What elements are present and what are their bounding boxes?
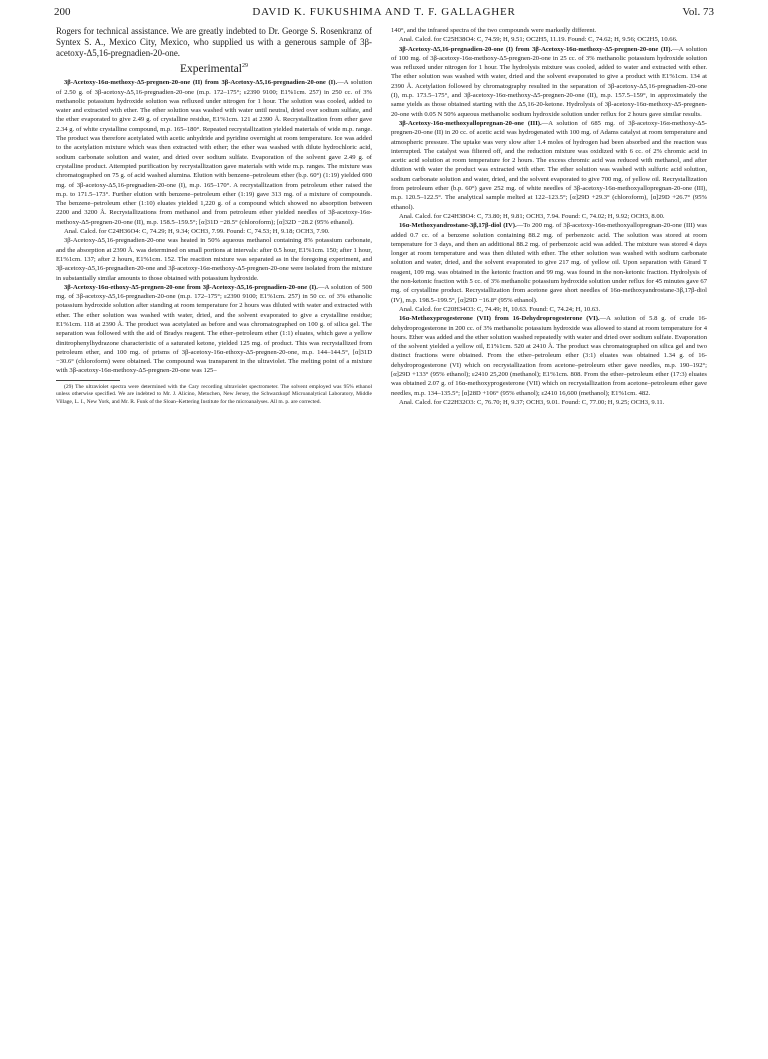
left-column xyxy=(56,26,372,407)
paragraph-heading: 16α-Methoxyandrostane-3β,17β-diol (IV). xyxy=(399,222,517,230)
paragraph-heading: 3β-Acetoxy-16α-methoxy-Δ5-pregnen-20-one (II) from 3β-Acetoxy-Δ5,16-pregnadien-20-one (I). xyxy=(64,79,338,87)
paragraph-ethoxy-preparation: 3β-Acetoxy-16α-ethoxy-Δ5-pregnen-20-one from 3β-Acetoxy-Δ5,16-pregnadien-20-one (I).—A solution of 500 mg. of 3β-acetoxy-Δ5,16-pregnadien-20-one (m.p. 172–175°; ε2390 9100; E1%1cm. 257) in 50 cc. of 3% ethanolic potassium hydroxide solution after standing at room temperature for 2 hours was diluted with water and extracted with ether. The ether solution was washed with water, dried, and the solvent evaporated to give a crystalline residue; E1%1cm. 118 at 2390 Å. The product was acetylated as before and was chromatographed on 100 g. of silica gel. The separation was followed with the aid of Bradys reagent. The ether–petroleum ether (1:1) eluates, which gave a yellow dinitrophenylhydrazone characteristic of a saturated ketone, yielded 125 mg. of product. This was recrystallized from petroleum ether, and 100 mg. of prisms of 3β-acetoxy-16α-ethoxy-Δ5-pregnen-20-one, m.p. 144–144.5°, [α]31D −30.6° (chloroform) were obtained. The compound was transparent in the ultraviolet. The melting point of a mixture with 3β-acetoxy-16α-methoxy-Δ5-pregnen-20-one was 125– xyxy=(56,283,372,375)
paragraph-analysis: Anal. Calcd. for C25H38O4: C, 74.59; H, 9.51; OC2H5, 11.19. Found: C, 74.62; H, 9.56; OC2H5, 10.66. xyxy=(399,36,678,44)
paragraph-heading: 3β-Acetoxy-16α-methoxyallopregnan-20-one (III). xyxy=(399,119,542,127)
paragraph-pregnadienone-preparation: 3β-Acetoxy-Δ5,16-pregnadien-20-one (I) from 3β-Acetoxy-16α-methoxy-Δ5-pregnen-20-one (II).—A solution of 100 mg. of 3β-acetoxy-16α-methoxy-Δ5-pregnen-20-one in 25 cc. of 3% methanolic potassium hydroxide solution was refluxed under nitrogen for 1 hour. The hydrolysis mixture was cooled, added to water and extracted with ether. The ether solution was washed with water, dried and the solvent evaporated to give a product with E1%1cm. 134 at 2390 Å. Acetylation followed by chromatography resulted in the separation of 3β-acetoxy-Δ5,16-pregnadien-20-one (I), m.p. 173.5–175°, and 3β-acetoxy-16α-methoxy-Δ5-pregnen-20-one (II), m.p. 157.5–159°, in approximately the same yields as those obtained starting with the Δ5,16-20-ketone. Hydrolysis of 3β-acetoxy-16α-methoxy-Δ5-pregnen-20-one with 0.05 N 50% aqueous methanolic sodium hydroxide solution under reflux for 2 hours gave similar results. xyxy=(391,45,707,118)
right-column xyxy=(391,26,707,407)
paragraph-analysis: Anal. Calcd. for C20H34O3: C, 74.49; H, 10.63. Found: C, 74.24; H, 10.63. xyxy=(399,305,601,313)
section-title: Experimental$^{29}$ xyxy=(180,63,248,76)
volume-label: Vol. 73 xyxy=(682,6,714,18)
paragraph-allopregnanone-preparation: 3β-Acetoxy-16α-methoxyallopregnan-20-one (III).—A solution of 685 mg. of 3β-acetoxy-16α-methoxy-Δ5-pregnen-20-one (II) in 20 cc. of acetic acid was hydrogenated with 100 mg. of Adams catalyst at room temperature and atmospheric pressure. The uptake was very slow after 1.4 moles of hydrogen had been absorbed and the reaction was interrupted. The catalyst was filtered off, and the reduction mixture was oxidized with 6 cc. of 2% chromic acid in acetic acid solution at room temperature for 2 hours. The excess chromic acid was reduced with methanol, and after dilution with water the product was extracted with ether. The ether solution was washed with sulfuric acid solution, sodium carbonate solution and water, dried, and the solvent evaporated to give 700 mg. of yellow oil. Recrystallization from petroleum ether (b.p. 60°) gave 252 mg. of white needles of 3β-acetoxy-16α-methoxyallopregnan-20-one (III), m.p. 120.5–122.5°. The analytical sample melted at 122–123.5°; [α]29D +29.3° (chloroform), [α]29D +26.7° (95% ethanol). xyxy=(391,119,707,211)
section-footnote-ref: 29 xyxy=(241,63,248,70)
paragraph-methoxyprogesterone-preparation: 16α-Methoxyprogesterone (VII) from 16-Dehydroprogesterone (VI).—A solution of 5.8 g. of crude 16-dehydroprogesterone in 200 cc. of 3% methanolic potassium hydroxide was allowed to stand at room temperature for 4 hours. Ether was added and the ether solution washed repeatedly with water and dried over sodium sulfate. Evaporation of the solvent yielded a yellow oil, E1%1cm. 520 at 2410 Å. The product was chromatographed on silica gel and two distinct fractions were obtained. From the ether–petroleum ether (3:1) eluates was obtained 1.34 g. of 16-dehydroprogesterone (VI) which on recrystallization from acetone–petroleum ether gave needles, m.p. 190–192°; [α]29D +133° (95% ethanol); ε2410 25,200 (methanol); E1%1cm. 808. From the ether–petroleum ether (17:3) eluates was obtained 2.07 g. of 16α-methoxyprogesterone (VII) which on recrystallization from acetone–petroleum ether gave needles, m.p. 134–135.5°; [α]28D +106° (95% ethanol); ε2410 16,600 (methanol); E1%1cm. 482. xyxy=(391,315,707,397)
page-number: 200 xyxy=(54,6,71,18)
paragraph-methoxy-preparation: 3β-Acetoxy-16α-methoxy-Δ5-pregnen-20-one (II) from 3β-Acetoxy-Δ5,16-pregnadien-20-one (I).—A solution of 2.50 g. of 3β-acetoxy-Δ5,16-pregnadien-20-one (m.p. 172–175°; ε2390 9100; E1%1cm. 257) in 250 cc. of 3% methanolic potassium hydroxide solution was refluxed under nitrogen for 1 hour. The solution was cooled, added to water and extracted with ether. The ether solution was washed with water until neutral, dried over sodium sulfate, and the ether evaporated to give 2.49 g. of crystalline residue, E1%1cm. 121 at 2390 Å. Recrystallization from ether gave 2.34 g. of white crystalline compound, m.p. 165–180°. Repeated recrystallization yielded materials of wide m.p. range. The product was therefore acetylated with acetic anhydride and pyridine overnight at room temperature. Ice was added to the acetylation mixture which was then extracted with ether; the ether was washed with dilute hydrochloric acid, sodium carbonate solution and water, and dried over sodium sulfate. Evaporation of the solvent gave 2.49 g. of crystalline product. Attempted purification by recrystallization gave materials with wide m.p. ranges. The mixture was chromatographed on 75 g. of acid washed alumina. Elution with benzene–petroleum ether (b.p. 60°) (1:19) yielded 690 mg. of 3β-acetoxy-Δ5,16-pregnadien-20-one (I), m.p. 165–170°. A recrystallization from petroleum ether raised the m.p. to 171.5–173°. Further elution with benzene–petroleum ether (1:19) gave 313 mg. of a mixture of compounds. The benzene–petroleum ether (1:10) eluates yielded 1,220 g. of a compound which showed no absorption between 2200 and 3200 Å. Recrystallizations from methanol and from petroleum ether yielded needles of 3β-acetoxy-16α-methoxy-Δ5-pregnen-20-one (II), m.p. 158.5–159.5°; [α]31D −28.5° (chloroform); [α]32D −28.2 (95% ethanol). xyxy=(56,79,372,226)
paragraph-heading: 3β-Acetoxy-16α-ethoxy-Δ5-pregnen-20-one from 3β-Acetoxy-Δ5,16-pregnadien-20-one (I). xyxy=(64,283,318,291)
running-title: DAVID K. FUKUSHIMA AND T. F. GALLAGHER xyxy=(252,6,516,18)
paragraph-heading: 16α-Methoxyprogesterone (VII) from 16-Dehydroprogesterone (VI). xyxy=(399,315,600,323)
acknowledgment-paragraph: Rogers for technical assistance. We are greatly indebted to Dr. George S. Rosenkranz of Syntex S. A., Mexico City, Mexico, who supplied us with a generous sample of 3β-acetoxy-Δ5,16-pregnadien-20-one. xyxy=(56,26,372,59)
paragraph-heading: 3β-Acetoxy-Δ5,16-pregnadien-20-one (I) from 3β-Acetoxy-16α-methoxy-Δ5-pregnen-20-one (II). xyxy=(399,45,673,53)
paragraph-continuation: 140°, and the infrared spectra of the two compounds were markedly different. xyxy=(391,27,597,34)
footnote-divider xyxy=(56,380,120,381)
paragraph-androstanediol-preparation: 16α-Methoxyandrostane-3β,17β-diol (IV).—To 200 mg. of 3β-acetoxy-16α-methoxyallopregnan-20-one (III) was added 0.7 cc. of a benzene solution containing 88.2 mg. of perbenzoic acid. The solution was stored at room temperature for 3 days, and then an additional 88.2 mg. of perbenzoic acid was added. The mixture was stored 4 days longer at room temperature and was then diluted with ether. The ether solution was washed with sodium carbonate solution and water, dried, and the solvent evaporated to give 217 mg. of yellow oil. Upon separation with Girard T reagent, 109 mg. was obtained in the ketonic fraction and 99 mg. was found in the non-ketonic fraction. Hydrolysis of the non-ketonic fraction with 5 cc. of 3% methanolic potassium hydroxide solution under reflux for 45 minutes gave 67 mg. of crystalline product. Recrystallization from acetone gave short needles of 16α-methoxyandrostane-3β,17β-diol (IV), m.p. 198.5–199.5°, [α]29D −16.8° (95% ethanol). xyxy=(391,222,707,304)
page-header xyxy=(54,6,714,24)
paragraph-analysis: Anal. Calcd. for C22H32O3: C, 76.70; H, 9.37; OCH3, 9.01. Found: C, 77.00; H, 9.25; OCH3, 9.11. xyxy=(399,398,665,406)
paragraph-analysis: Anal. Calcd. for C24H36O4: C, 74.29; H, 9.34; OCH3, 7.99. Found: C, 74.53; H, 9.18; OCH3, 7.90. xyxy=(64,228,330,236)
paragraph-carbonate-experiment: 3β-Acetoxy-Δ5,16-pregnadien-20-one was heated in 50% aqueous methanol containing 8% potassium carbonate, and the absorption at 2390 Å. was determined on small portions at intervals: after 0.5 hour, E1%1cm. 150; after 1 hour, E1%1cm. 137; after 2 hours, E1%1cm. 152. The reaction mixture was separated as in the foregoing experiment, and 3β-acetoxy-Δ5,16-pregnadien-20-one and 3β-acetoxy-16α-methoxy-Δ5-pregnen-20-one were isolated from the mixture in substantially similar amounts to those obtained with potassium hydroxide. xyxy=(56,237,372,282)
footnote: (29) The ultraviolet spectra were determined with the Cary recording ultraviolet spectrometer. The solvent employed was 95% ethanol unless otherwise specified. We are indebted to Mr. J. Alicino, Metuchen, New Jersey, the Schwarzkopf Microanalytical Laboratory, Middle Village, L. I., New York, and Mr. R. Funk of the Sloan–Kettering Institute for the microanalyses. All m. p. are corrected. xyxy=(56,383,372,405)
paragraph-analysis: Anal. Calcd. for C24H38O4: C, 73.80; H, 9.81; OCH3, 7.94. Found: C, 74.02; H, 9.92; OCH3, 8.00. xyxy=(399,212,665,220)
